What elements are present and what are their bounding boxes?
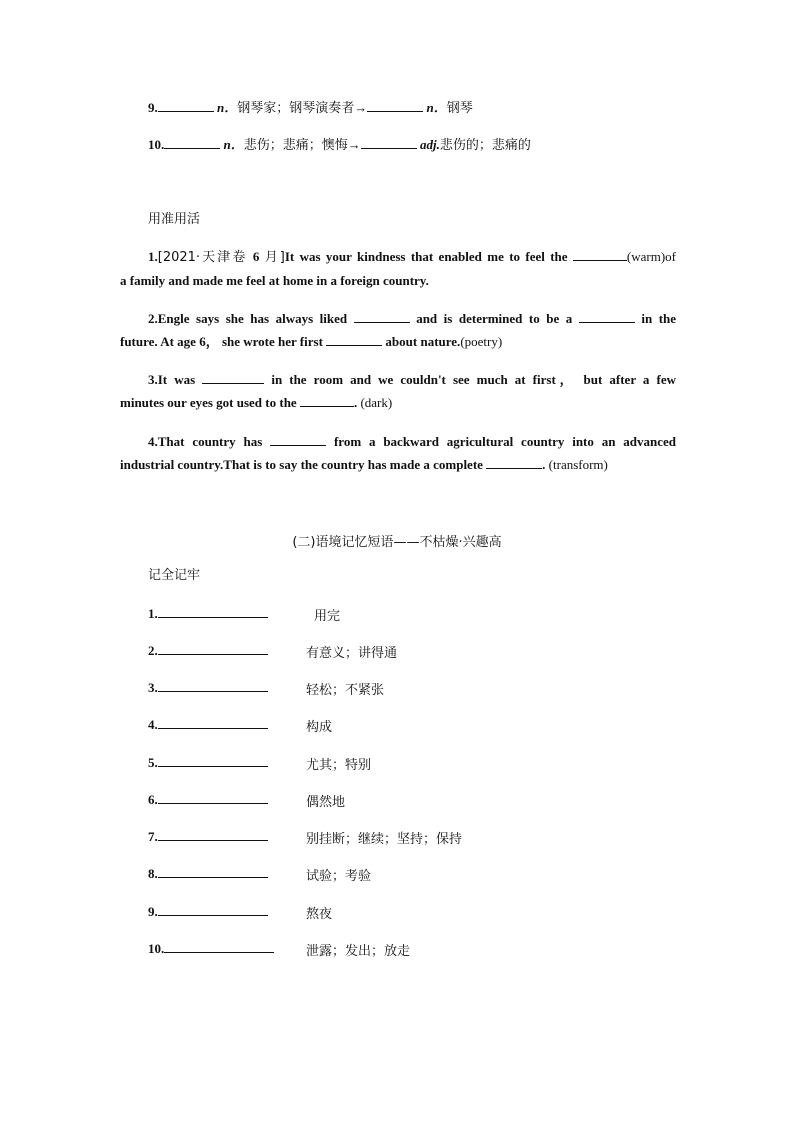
- question-4: [120, 430, 676, 476]
- answer-blank[interactable]: [158, 99, 214, 112]
- question-text: That country has: [157, 434, 263, 449]
- item-number: 7.: [148, 829, 158, 844]
- word-meaning: 悲伤；悲痛；懊悔: [243, 138, 348, 153]
- item-number: 10.: [148, 941, 165, 956]
- answer-blank[interactable]: [158, 865, 268, 878]
- answer-blank[interactable]: [164, 940, 274, 953]
- question-text: .: [353, 395, 358, 410]
- question-text: in the: [641, 311, 677, 326]
- phrase-meaning: 熬夜: [306, 907, 333, 922]
- hint-text: (warm)of: [626, 249, 677, 264]
- answer-blank[interactable]: [361, 136, 417, 149]
- question-text: future. At age 6， she wrote her first: [120, 334, 323, 349]
- section-title-phrases: (二)语境记忆短语——不枯燥·兴趣高: [292, 535, 502, 550]
- answer-blank[interactable]: [270, 433, 326, 446]
- word-item-10: [148, 136, 531, 155]
- phrase-item: [148, 716, 268, 734]
- hint-text: (transform): [548, 457, 608, 472]
- answer-blank[interactable]: [158, 754, 268, 767]
- answer-blank[interactable]: [158, 642, 268, 655]
- answer-blank[interactable]: [158, 679, 268, 692]
- phrase-meaning: 别挂断；继续；坚持；保持: [306, 832, 463, 847]
- part-of-speech: adj.: [420, 137, 440, 152]
- word-meaning: 钢琴家；钢琴演奏者: [237, 101, 355, 116]
- question-text: a family and made me feel at home in a foreign country.: [120, 273, 429, 288]
- hint-text: (poetry): [460, 334, 503, 349]
- section-heading-use: 用准用活: [148, 212, 201, 227]
- question-3: [120, 368, 676, 414]
- question-text: .: [542, 457, 546, 472]
- answer-blank[interactable]: [300, 394, 354, 407]
- part-of-speech: n．: [426, 100, 447, 115]
- source-label: 6: [252, 249, 260, 264]
- item-number: 1.: [148, 606, 158, 621]
- item-number: 5.: [148, 755, 158, 770]
- item-number: 2.: [148, 643, 158, 658]
- item-number: 8.: [148, 866, 158, 881]
- phrase-item: [148, 865, 268, 883]
- answer-blank[interactable]: [486, 456, 542, 469]
- question-text: minutes our eyes got used to the: [120, 395, 297, 410]
- word-meaning: 钢琴: [446, 101, 473, 116]
- item-number: 9.: [148, 904, 158, 919]
- answer-blank[interactable]: [354, 310, 410, 323]
- part-of-speech: n．: [217, 100, 238, 115]
- phrase-item: [148, 679, 268, 697]
- phrase-item: [148, 940, 274, 958]
- answer-blank[interactable]: [202, 371, 264, 384]
- question-text: industrial country.That is to say the country has made a complete: [120, 457, 483, 472]
- phrase-item: [148, 828, 268, 846]
- section-heading-phrases: 记全记牢: [148, 568, 201, 583]
- item-number: 4.: [148, 434, 158, 449]
- question-text: about nature.: [385, 334, 461, 349]
- question-text: It was: [157, 372, 196, 387]
- answer-blank[interactable]: [164, 136, 220, 149]
- answer-blank[interactable]: [158, 716, 268, 729]
- part-of-speech: n．: [223, 137, 244, 152]
- phrase-meaning: 试验；考验: [306, 869, 372, 884]
- question-text: in the room and we couldn't see much at first， but after a few: [271, 372, 676, 387]
- item-number: 3.: [148, 680, 158, 695]
- item-number: 10.: [148, 137, 165, 152]
- answer-blank[interactable]: [579, 310, 635, 323]
- question-2: [120, 307, 676, 353]
- hint-text: (dark): [360, 395, 393, 410]
- question-text: from a backward agricultural country into an advanced: [333, 434, 677, 449]
- phrase-meaning: 构成: [306, 720, 333, 735]
- answer-blank[interactable]: [326, 333, 382, 346]
- phrase-item: [148, 605, 268, 623]
- source-label: 月]: [264, 250, 285, 265]
- answer-blank[interactable]: [573, 248, 627, 261]
- item-number: 4.: [148, 717, 158, 732]
- phrase-meaning: 用完: [314, 609, 341, 624]
- answer-blank[interactable]: [367, 99, 423, 112]
- phrase-item: [148, 642, 268, 660]
- word-item-9: [148, 99, 473, 118]
- answer-blank[interactable]: [158, 605, 268, 618]
- phrase-meaning: 有意义；讲得通: [306, 646, 398, 661]
- item-number: 9.: [148, 100, 158, 115]
- arrow-glyph: →: [347, 137, 361, 152]
- arrow-glyph: →: [354, 100, 368, 115]
- phrase-meaning: 尤其；特别: [306, 758, 372, 773]
- item-number: 1.: [148, 249, 158, 264]
- phrase-item: [148, 754, 268, 772]
- phrase-meaning: 泄露；发出；放走: [306, 944, 411, 959]
- phrase-meaning: 偶然地: [306, 795, 346, 810]
- answer-blank[interactable]: [158, 828, 268, 841]
- source-label: [2021·天津卷: [157, 250, 248, 265]
- item-number: 3.: [148, 372, 158, 387]
- word-meaning: 悲伤的；悲痛的: [439, 138, 531, 153]
- item-number: 2.: [148, 311, 158, 326]
- phrase-item: [148, 903, 268, 921]
- answer-blank[interactable]: [158, 791, 268, 804]
- phrase-meaning: 轻松；不紧张: [306, 683, 385, 698]
- question-text: It was your kindness that enabled me to feel the: [284, 249, 568, 264]
- phrase-item: [148, 791, 268, 809]
- question-text: and is determined to be a: [416, 311, 573, 326]
- question-text: Engle says she has always liked: [157, 311, 348, 326]
- item-number: 6.: [148, 792, 158, 807]
- question-1: [120, 245, 676, 292]
- answer-blank[interactable]: [158, 903, 268, 916]
